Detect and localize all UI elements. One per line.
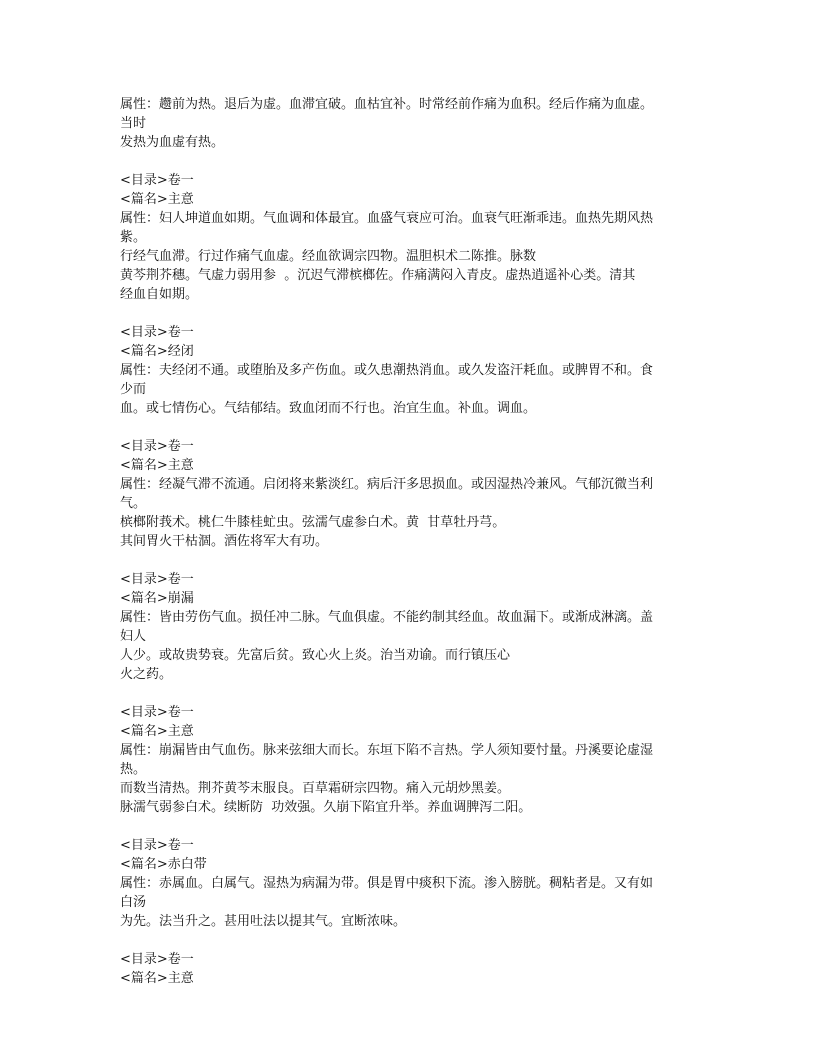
text-section xyxy=(120,836,710,931)
text-section xyxy=(120,437,710,551)
text-line: <篇名>主意 xyxy=(120,192,194,207)
paragraph-gap xyxy=(120,684,710,703)
paragraph-gap xyxy=(120,931,710,950)
text-section xyxy=(120,950,710,988)
text-line: <目录>卷一 xyxy=(120,952,194,967)
text-section xyxy=(120,570,710,684)
text-line: <篇名>主意 xyxy=(120,971,194,986)
text-line: 气。 xyxy=(120,496,147,511)
text-line: 属性：皆由劳伤气血。损任冲二脉。气血俱虚。不能约制其经血。故血漏下。或渐成淋漓。盖 xyxy=(120,610,654,625)
paragraph-gap xyxy=(120,817,710,836)
document-body xyxy=(120,95,710,988)
text-line: 而数当清热。荆芥黄芩末服良。百草霜研宗四物。痛入元胡炒黑姜。 xyxy=(120,781,511,796)
text-line: 其间胃火干枯涸。酒佐将军大有功。 xyxy=(120,534,329,549)
text-line: 属性：崩漏皆由气血伤。脉来弦细大而长。东垣下陷不言热。学人须知要忖量。丹溪要论虚湿 xyxy=(120,743,654,758)
text-line: 血。或七情伤心。气结郁结。致血闭而不行也。治宜生血。补血。调血。 xyxy=(120,401,537,416)
text-line: 少而 xyxy=(120,382,147,397)
text-line: 槟榔附莪术。桃仁牛膝桂虻虫。弦濡气虚参白术。黄 甘草牡丹芎。 xyxy=(120,515,506,530)
text-line: <目录>卷一 xyxy=(120,572,194,587)
text-line: <篇名>崩漏 xyxy=(120,591,194,606)
text-line: 发热为血虚有热。 xyxy=(120,135,225,150)
text-line: <篇名>经闭 xyxy=(120,344,194,359)
text-line: 人少。或故贵势衰。先富后贫。致心火上炎。治当劝谕。而行镇压心 xyxy=(120,648,511,663)
text-section xyxy=(120,323,710,418)
text-section xyxy=(120,95,710,152)
text-line: 行经气血滞。行过作痛气血虚。经血欲调宗四物。温胆枳术二陈推。脉数 xyxy=(120,249,537,264)
text-line: <目录>卷一 xyxy=(120,838,194,853)
paragraph-gap xyxy=(120,551,710,570)
text-line: 脉濡气弱参白术。续断防 功效强。久崩下陷宜升举。养血调脾泻二阳。 xyxy=(120,800,532,815)
text-line: 当时 xyxy=(120,116,147,131)
text-line: 白汤 xyxy=(120,895,147,910)
text-line: <目录>卷一 xyxy=(120,439,194,454)
text-line: 属性：夫经闭不通。或堕胎及多产伤血。或久患潮热消血。或久发盗汗耗血。或脾胃不和。食 xyxy=(120,363,654,378)
text-line: <目录>卷一 xyxy=(120,705,194,720)
text-line: 属性：经凝气滞不流通。启闭将来紫淡红。病后汗多思损血。或因湿热冷兼风。气郁沉微当利 xyxy=(120,477,654,492)
text-line: <篇名>主意 xyxy=(120,724,194,739)
text-line: <目录>卷一 xyxy=(120,173,194,188)
text-line: 热。 xyxy=(120,762,147,777)
text-section xyxy=(120,703,710,817)
text-line: 经血自如期。 xyxy=(120,287,199,302)
text-line: <篇名>赤白带 xyxy=(120,857,207,872)
text-line: 为先。法当升之。甚用吐法以提其气。宜断浓味。 xyxy=(120,914,407,929)
text-line: 紫。 xyxy=(120,230,147,245)
text-line: 属性：妇人坤道血如期。气血调和体最宜。血盛气衰应可治。血衰气旺渐乖违。血热先期风热 xyxy=(120,211,654,226)
paragraph-gap xyxy=(120,304,710,323)
text-line: <目录>卷一 xyxy=(120,325,194,340)
paragraph-gap xyxy=(120,418,710,437)
text-section xyxy=(120,171,710,304)
text-line: 黄芩荆芥穗。气虚力弱用参 。沉迟气滞槟榔佐。作痛满闷入青皮。虚热逍遥补心类。清其 xyxy=(120,268,636,283)
paragraph-gap xyxy=(120,152,710,171)
text-line: 火之药。 xyxy=(120,667,173,682)
text-line: 妇人 xyxy=(120,629,147,644)
text-line: 属性：趱前为热。退后为虚。血滞宜破。血枯宜补。时常经前作痛为血积。经后作痛为血虚。 xyxy=(120,97,654,112)
document-page xyxy=(120,95,710,988)
text-line: 属性：赤属血。白属气。湿热为病漏为带。俱是胃中痰积下流。渗入膀胱。稠粘者是。又有如 xyxy=(120,876,654,891)
text-line: <篇名>主意 xyxy=(120,458,194,473)
